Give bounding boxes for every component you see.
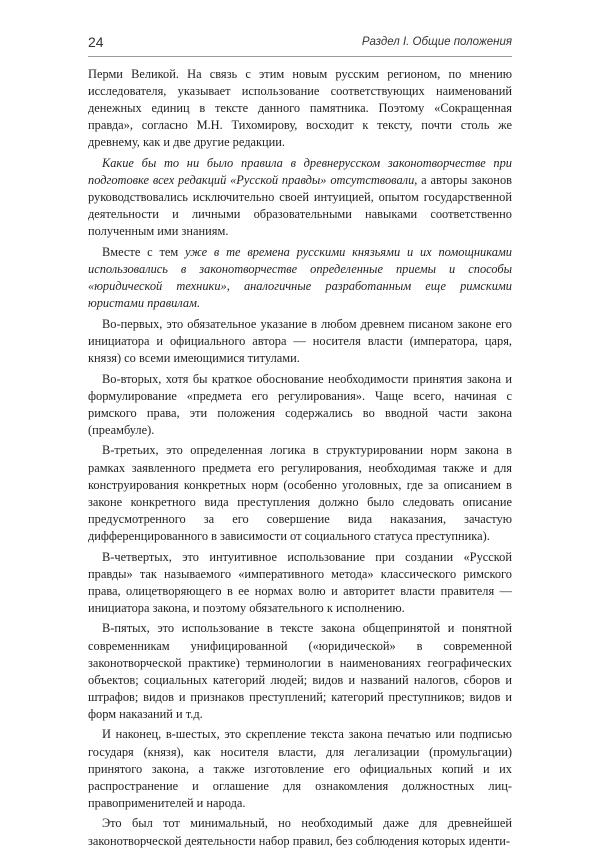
- paragraph-6-text: В-третьих, это определенная логика в структурировании норм закона в рамках заявленного предмета его регулирования, необходимая также и для конструирования конкретных норм (особенно уголовных, где за описанием в законе конкретного вида преступления должно было следовать описание предусмотренного за его совершение вида наказания, зачастую дифференцированного в зависимости от социального статуса преступника).: [88, 443, 512, 543]
- paragraph-2: [88, 155, 512, 240]
- paragraph-1: [88, 66, 512, 151]
- paragraph-8-text: В-пятых, это использование в тексте закона общепринятой и понятной современникам унифицированной («юридической» в современной законотворческой практике) терминологии в наименованиях географических объектов; социальных категорий людей; видов и названий налогов, сборов и штрафов; видов и признаков преступлений; категорий преступников; видов и форм наказаний и т.д.: [88, 621, 512, 721]
- paragraph-10: [88, 815, 512, 849]
- paragraph-8: [88, 620, 512, 723]
- paragraph-6: [88, 442, 512, 545]
- paragraph-4-text: Во-первых, это обязательное указание в любом древнем писаном законе его инициатора и официального автора — носителя власти (императора, царя, князя) со всеми имеющимися титулами.: [88, 316, 512, 365]
- paragraph-7: [88, 549, 512, 617]
- paragraph-9-text: И наконец, в-шестых, это скрепление текста закона печатью или подписью государя (князя), как носителя власти, для легализации (промульгации) принятого закона, а также изготовление его официальных копий и их распространение и оглашение для ознакомления должностных лиц-правоприменителей и народа.: [88, 727, 512, 810]
- paragraph-3: [88, 244, 512, 312]
- paragraph-4: [88, 316, 512, 367]
- paragraph-2-italic: Какие бы то ни было правила в древнерусском законотворчестве при подготовке всех редакций «Русской правды» отсутствовали: [88, 155, 512, 188]
- running-head: Раздел I. Общие положения: [361, 36, 512, 48]
- paragraph-7-text: В-четвертых, это интуитивное использование при создании «Русской правды» так называемого «императивного метода» классического римского права, олицетворяющего в ее нормах волю и авторитет власти правителя — инициатора закона, и поэтому обязательного к исполнению.: [88, 549, 512, 615]
- page-number: 24: [88, 34, 104, 50]
- paragraph-9: [88, 726, 512, 811]
- paragraph-2-text: , а авторы законов руководствовались исключительно своей интуицией, опытом государственной деятельности и личными образовательными навыками соответственно полученным ими знаниям.: [88, 173, 512, 239]
- paragraph-3-text: Вместе с тем: [102, 244, 186, 259]
- paragraph-3-italic: уже в те времена русскими князьями и их помощниками использовались в законотворчестве определенные приемы и способы «юридической техники», аналогичные разработанным еще римскими юристами правилам.: [88, 244, 512, 311]
- header-rule: [88, 56, 512, 57]
- paragraph-10-text: Это был тот минимальный, но необходимый даже для древнейшей законотворческой деятельности набор правил, без соблюдения которых иденти-: [88, 816, 512, 848]
- paragraph-1-text: Перми Великой. На связь с этим новым русским регионом, по мнению исследователя, указывает использование соответствующих наименований денежных единиц в тексте данного памятника. Поэтому «Сокращенная правда», согласно М.Н. Тихомирову, восходит к тексту, почти столь же древнему, как и две другие редакции.: [88, 67, 512, 150]
- paragraph-5: [88, 371, 512, 439]
- body-text: [88, 66, 512, 853]
- paragraph-5-text: Во-вторых, хотя бы краткое обоснование необходимости принятия закона и формулирование «предмета его регулирования». Чаще всего, начиная с римского права, эти положения содержались во вводной части закона (преамбуле).: [88, 371, 512, 437]
- page-header: [88, 30, 512, 54]
